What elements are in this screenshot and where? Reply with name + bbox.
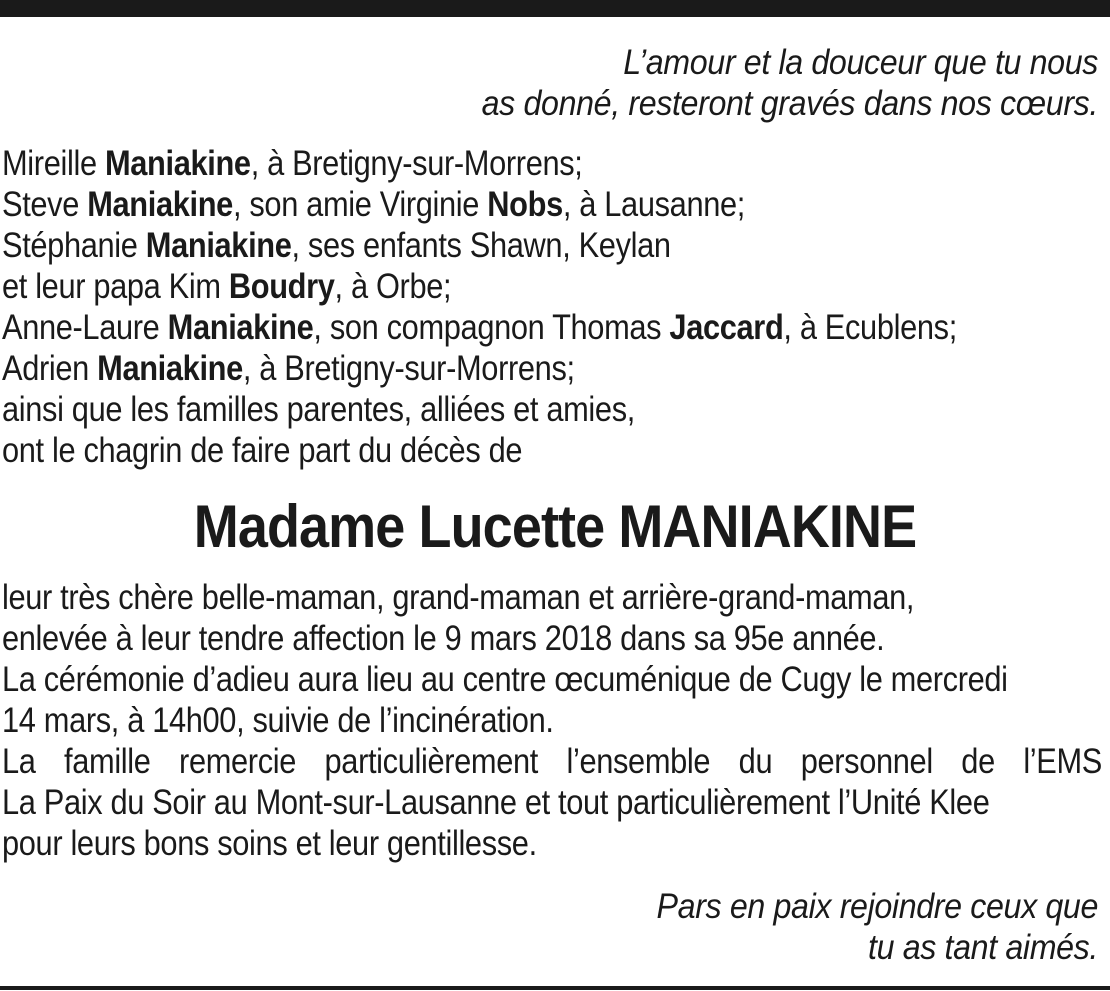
body-line: leur très chère belle-maman, grand-maman et arrière-grand-maman,	[2, 578, 915, 617]
family-surname: Maniakine	[87, 185, 233, 224]
family-text: , à Bretigny-sur-Morrens;	[242, 349, 575, 388]
family-surname: Maniakine	[104, 144, 251, 183]
family-text: , à Bretigny-sur-Morrens;	[250, 144, 583, 183]
closing-line: Pars en paix rejoindre ceux que	[656, 887, 1098, 926]
family-text: , ses enfants Shawn, Keylan	[291, 226, 671, 265]
family-line	[2, 143, 1040, 184]
family-text: ont le chagrin de faire part du décès de	[2, 431, 523, 470]
family-surname: Nobs	[487, 185, 563, 224]
closing-verse	[362, 886, 1098, 968]
family-text: , son compagnon Thomas	[313, 308, 670, 347]
family-text: , à Lausanne;	[562, 185, 745, 224]
family-surname: Maniakine	[145, 226, 292, 265]
family-text: Anne-Laure	[2, 308, 168, 347]
family-line	[2, 266, 1040, 307]
bottom-rule	[0, 986, 1110, 990]
family-text: , son amie Virginie	[232, 185, 488, 224]
family-line	[2, 307, 1040, 348]
family-text: Stéphanie	[2, 226, 146, 265]
family-text: , à Ecublens;	[783, 308, 957, 347]
top-rule	[0, 0, 1110, 17]
family-surname: Boudry	[228, 267, 335, 306]
epigraph-line: L’amour et la douceur que tu nous	[623, 43, 1098, 82]
epigraph	[362, 42, 1098, 124]
family-text: ainsi que les familles parentes, alliées et amies,	[2, 390, 635, 429]
family-text: Mireille	[2, 144, 105, 183]
body-line: La famille remercie particulièrement l’ensemble du personnel de l’EMS	[2, 742, 1102, 781]
family-line	[2, 348, 1040, 389]
family-surname: Maniakine	[167, 308, 314, 347]
body-line: La Paix du Soir au Mont-sur-Lausanne et tout particulièrement l’Unité Klee	[2, 783, 990, 822]
body-line: 14 mars, à 14h00, suivie de l’incinération.	[2, 701, 554, 740]
deceased-name: Madame Lucette MANIAKINE	[193, 493, 917, 560]
body-line: pour leurs bons soins et leur gentillesse.	[2, 824, 537, 863]
family-line	[2, 389, 1040, 430]
body-line: enlevée à leur tendre affection le 9 mars 2018 dans sa 95e année.	[2, 619, 885, 658]
announcement-body	[2, 577, 1102, 864]
family-line	[2, 225, 1040, 266]
family-text: Adrien	[2, 349, 98, 388]
closing-line: tu as tant aimés.	[868, 928, 1098, 967]
epigraph-line: as donné, resteront gravés dans nos cœurs.	[481, 84, 1098, 123]
family-line	[2, 184, 1040, 225]
body-line: La cérémonie d’adieu aura lieu au centre œcuménique de Cugy le mercredi	[2, 660, 1008, 699]
family-line	[2, 430, 1040, 471]
family-list	[2, 143, 1040, 471]
family-surname: Jaccard	[669, 308, 784, 347]
family-text: et leur papa Kim	[2, 267, 229, 306]
family-text: , à Orbe;	[334, 267, 452, 306]
family-text: Steve	[2, 185, 88, 224]
family-surname: Maniakine	[97, 349, 243, 388]
